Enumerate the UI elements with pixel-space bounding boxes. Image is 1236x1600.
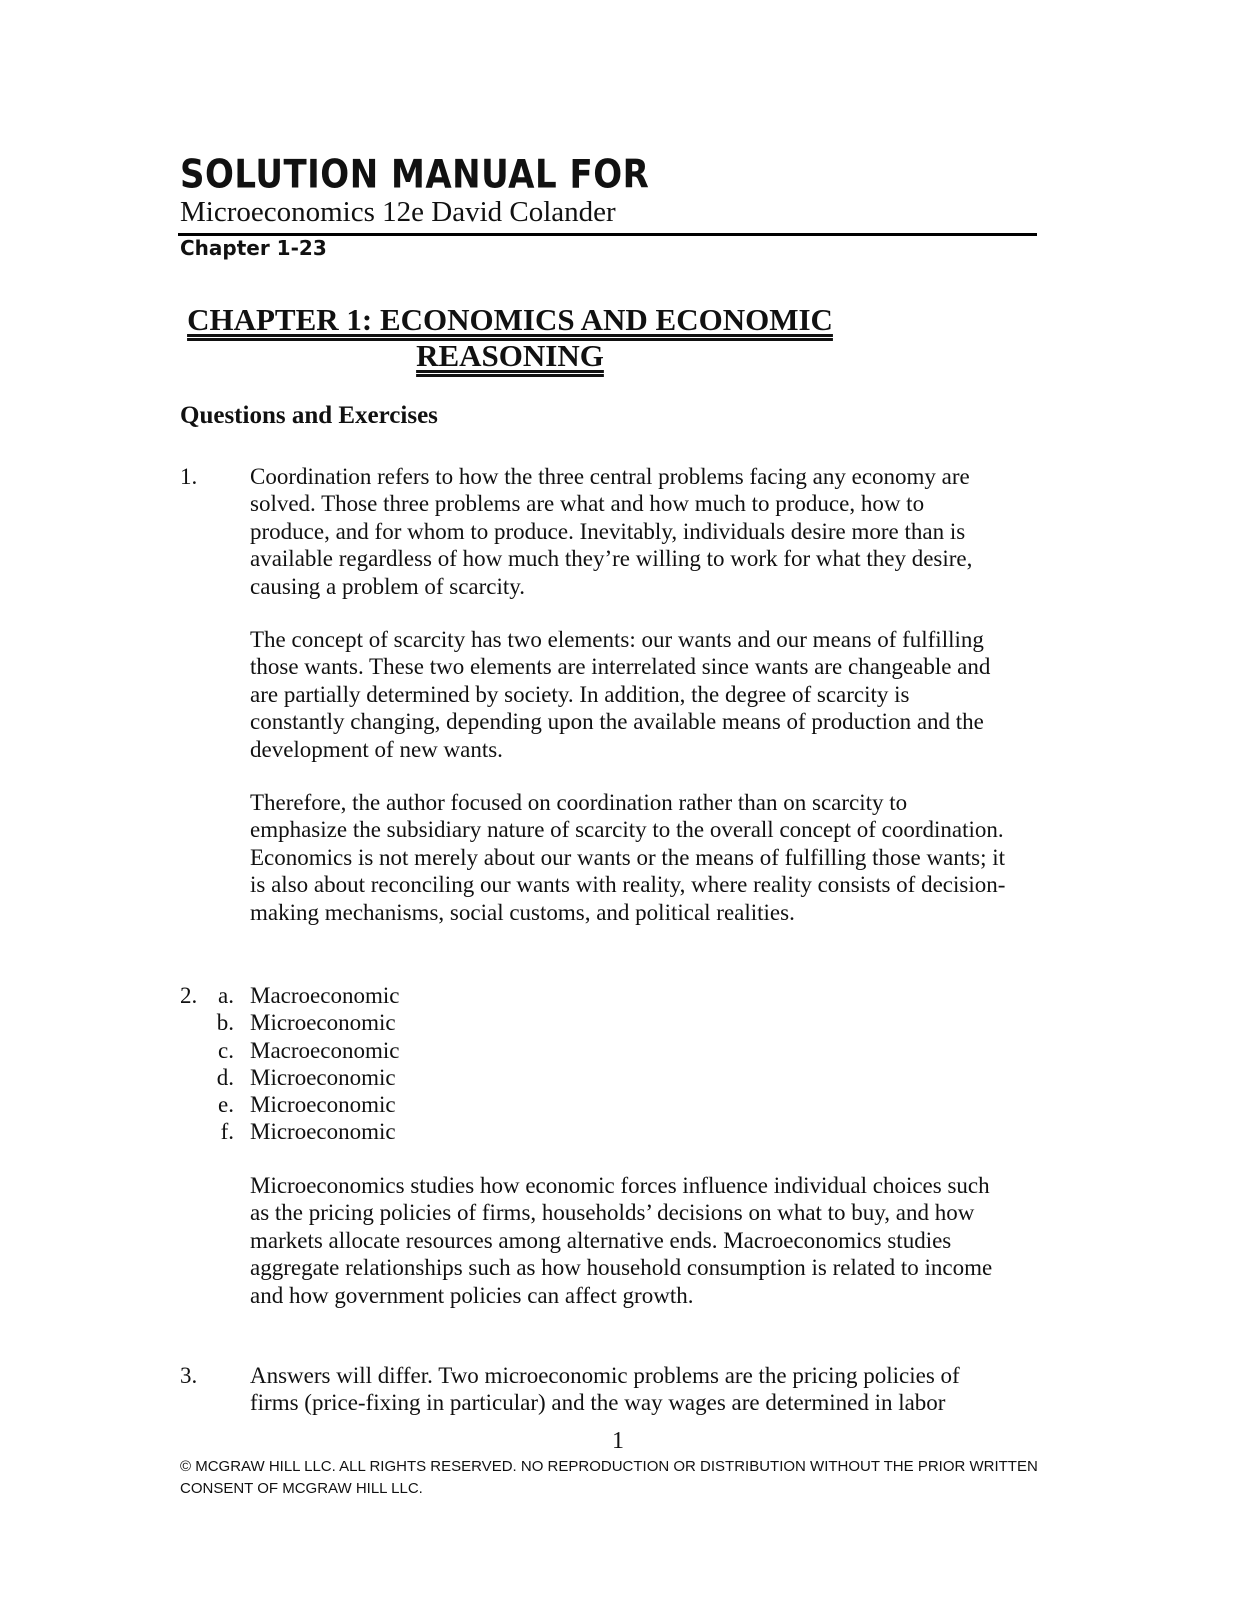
chapter-range: Chapter 1-23 bbox=[180, 236, 327, 260]
copyright-footer: © MCGRAW HILL LLC. ALL RIGHTS RESERVED. NO REPRODUCTION OR DISTRIBUTION WITHOUT THE PRIOR WRITTEN CONSENT OF MCGRAW HILL LLC. bbox=[180, 1458, 1038, 1497]
item-answer: Microeconomic bbox=[250, 1119, 396, 1145]
question-3-number: 3. bbox=[180, 1363, 198, 1388]
item-answer: Microeconomic bbox=[250, 1092, 396, 1118]
question-2-explanation: Microeconomics studies how economic forces influence individual choices such as the pricing policies of firms, households’ decisions on what to buy, and how markets allocate resources among alternative ends. Macroeconomics studies aggregate relationships such as how household consumption is related to income and how government policies can affect growth. bbox=[250, 1173, 993, 1308]
item-answer: Microeconomic bbox=[250, 1064, 396, 1090]
question-1-paragraph-1: Coordination refers to how the three central problems facing any economy are solved. Those three problems are what and how much to produce, how to produce, and for whom to produce. Inevitably, individuals desire more than is available regardless of how much they’re willing to work for what they desire, causing a problem of scarcity. bbox=[250, 464, 973, 599]
question-1-paragraph-2: The concept of scarcity has two elements: our wants and our means of fulfilling those wants. These two elements are interrelated since wants are changeable and are partially determined by society. In addition, the degree of scarcity is constantly changing, depending upon the available means of production and the development of new wants. bbox=[250, 627, 991, 762]
manual-title: SOLUTION MANUAL FOR bbox=[180, 152, 650, 198]
item-letter: e. bbox=[218, 1092, 234, 1118]
question-3-text: Answers will differ. Two microeconomic problems are the pricing policies of firms (price-fixing in particular) and the way wages are determined in labor bbox=[250, 1363, 960, 1416]
item-letter: b. bbox=[216, 1010, 234, 1036]
question-1-number: 1. bbox=[180, 464, 198, 489]
question-2-number: 2. bbox=[180, 983, 198, 1008]
book-subtitle: Microeconomics 12e David Colander bbox=[180, 196, 616, 228]
item-letter: d. bbox=[216, 1064, 234, 1090]
chapter-heading: CHAPTER 1: ECONOMICS AND ECONOMIC REASONING bbox=[187, 302, 833, 373]
item-letter: a. bbox=[218, 983, 234, 1008]
section-heading: Questions and Exercises bbox=[180, 402, 438, 429]
page-number: 1 bbox=[612, 1428, 624, 1454]
question-1-paragraph-3: Therefore, the author focused on coordination rather than on scarcity to emphasize the subsidiary nature of scarcity to the overall concept of coordination. Economics is not merely about our wants or the means of fulfilling those wants; it is also about reconciling our wants with reality, where reality consists of decision- making mechanisms, social customs, and political realities. bbox=[250, 790, 1006, 925]
item-answer: Macroeconomic bbox=[250, 983, 400, 1008]
item-answer: Microeconomic bbox=[250, 1010, 396, 1036]
item-letter: c. bbox=[218, 1037, 234, 1063]
item-answer: Macroeconomic bbox=[250, 1037, 400, 1063]
item-letter: f. bbox=[220, 1119, 234, 1145]
